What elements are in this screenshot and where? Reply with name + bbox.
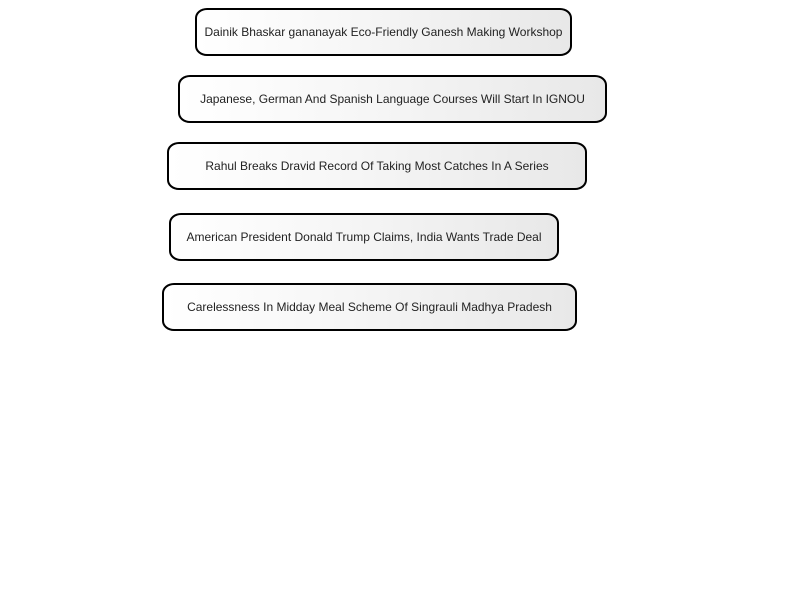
headline-label: American President Donald Trump Claims, India Wants Trade Deal <box>186 230 542 244</box>
headline-label: Japanese, German And Spanish Language Courses Will Start In IGNOU <box>200 92 585 106</box>
headline-label: Dainik Bhaskar gananayak Eco-Friendly Ganesh Making Workshop <box>204 25 563 39</box>
headline-button-midday-meal[interactable] <box>162 283 577 331</box>
headline-button-rahul-catches[interactable] <box>167 142 587 190</box>
headline-label: Carelessness In Midday Meal Scheme Of Singrauli Madhya Pradesh <box>187 300 552 314</box>
headline-button-trump-trade-deal[interactable] <box>169 213 559 261</box>
headline-button-ignou-courses[interactable] <box>178 75 607 123</box>
headline-button-ganesh-workshop[interactable] <box>195 8 572 56</box>
headline-label: Rahul Breaks Dravid Record Of Taking Most Catches In A Series <box>205 159 549 173</box>
